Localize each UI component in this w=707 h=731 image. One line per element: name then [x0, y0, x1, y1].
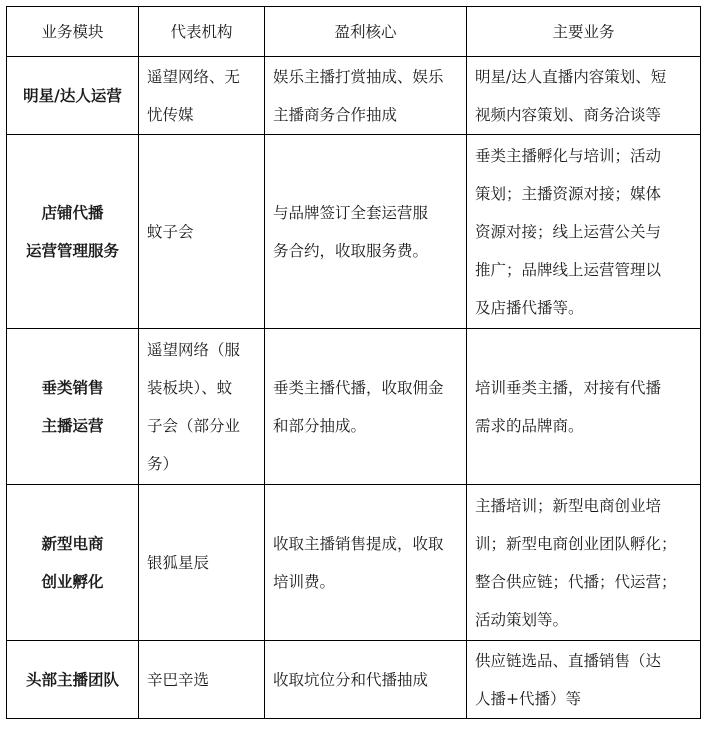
header-row: [7, 7, 701, 57]
module-cell: 头部主播团队: [7, 641, 139, 719]
business-cell: 垂类主播孵化与培训；活动 策划；主播资源对接；媒体 资源对接；线上运营公关与 推广；品牌线上运营管理以 及店播代播等。: [467, 135, 701, 329]
header-business: 主要业务: [467, 7, 701, 57]
table-row: [7, 329, 701, 485]
profit-cell: 收取主播销售提成，收取 培训费。: [265, 485, 467, 641]
header-org: 代表机构: [139, 7, 265, 57]
profit-cell: 收取坑位分和代播抽成: [265, 641, 467, 719]
table-row: [7, 485, 701, 641]
profit-cell: 与品牌签订全套运营服 务合约，收取服务费。: [265, 135, 467, 329]
business-cell: 培训垂类主播，对接有代播 需求的品牌商。: [467, 329, 701, 485]
module-cell: 店铺代播 运营管理服务: [7, 135, 139, 329]
business-model-table: [6, 6, 701, 719]
profit-cell: 垂类主播代播，收取佣金 和部分抽成。: [265, 329, 467, 485]
table-row: [7, 57, 701, 135]
table-row: [7, 641, 701, 719]
business-cell: 供应链选品、直播销售（达 人播+代播）等: [467, 641, 701, 719]
org-cell: 遥望网络、无 忧传媒: [139, 57, 265, 135]
org-cell: 遥望网络（服 装板块）、蚊 子会（部分业 务）: [139, 329, 265, 485]
org-cell: 辛巴辛选: [139, 641, 265, 719]
org-cell: 蚊子会: [139, 135, 265, 329]
profit-cell: 娱乐主播打赏抽成、娱乐 主播商务合作抽成: [265, 57, 467, 135]
module-cell: 垂类销售 主播运营: [7, 329, 139, 485]
module-cell: 明星/达人运营: [7, 57, 139, 135]
table-row: [7, 135, 701, 329]
business-cell: 明星/达人直播内容策划、短 视频内容策划、商务洽谈等: [467, 57, 701, 135]
business-cell: 主播培训；新型电商创业培 训；新型电商创业团队孵化； 整合供应链；代播；代运营； 活动策划等。: [467, 485, 701, 641]
header-profit: 盈利核心: [265, 7, 467, 57]
org-cell: 银狐星辰: [139, 485, 265, 641]
header-module: 业务模块: [7, 7, 139, 57]
module-cell: 新型电商 创业孵化: [7, 485, 139, 641]
